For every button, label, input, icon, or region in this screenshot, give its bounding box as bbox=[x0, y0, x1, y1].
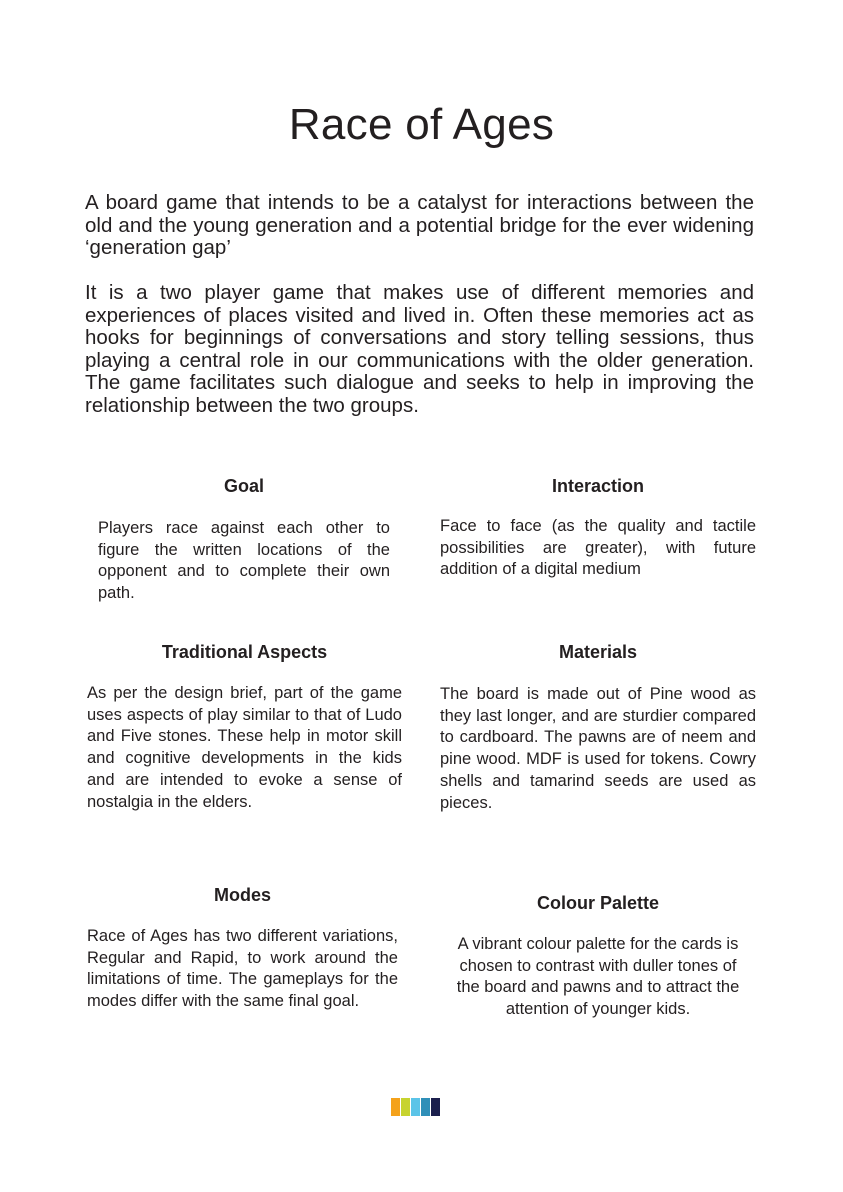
colour-swatch bbox=[391, 1098, 400, 1116]
traditional-aspects-heading: Traditional Aspects bbox=[161, 642, 328, 662]
colour-swatch bbox=[401, 1098, 410, 1116]
colour-palette-text: A vibrant colour palette for the cards is chosen to contrast with duller tones of the board and pawns and to attract the attention of younger kids. bbox=[456, 935, 740, 1019]
interaction-heading: Interaction bbox=[551, 476, 644, 496]
colour-swatch bbox=[411, 1098, 420, 1116]
goal-text: Players race against each other to figure the written locations of the opponent and to complete their own path. bbox=[98, 519, 390, 603]
materials-text: The board is made out of Pine wood as they last longer, and are sturdier compared to cardboard. The pawns are of neem and pine wood. MDF is used for tokens. Cowry shells and tamarind seeds are used as pieces. bbox=[440, 685, 756, 812]
modes-text: Race of Ages has two different variations, Regular and Rapid, to work around the limitations of time. The gameplays for the modes differ with the same final goal. bbox=[87, 927, 398, 1011]
traditional-aspects-text: As per the design brief, part of the game uses aspects of play similar to that of Ludo and Five stones. These help in motor skill and cognitive developments in the kids and are intended to evoke a sense of nostalgia in the elders. bbox=[87, 684, 402, 811]
interaction-text: Face to face (as the quality and tactile possibilities are greater), with future addition of a digital medium bbox=[440, 517, 756, 579]
page-title: Race of Ages bbox=[288, 100, 555, 149]
intro-paragraph-2: It is a two player game that makes use of different memories and experiences of places visited and lived in. Often these memories act as hooks for beginnings of conversations and story telling sessions, thus playing a central role in our communications with the older generation. The game facilitates such dialogue and seeks to help in improving the relationship between the two groups. bbox=[85, 281, 754, 417]
colour-swatch-strip bbox=[391, 1098, 441, 1116]
colour-swatch bbox=[431, 1098, 440, 1116]
colour-palette-heading: Colour Palette bbox=[536, 893, 660, 913]
colour-swatch bbox=[421, 1098, 430, 1116]
goal-heading: Goal bbox=[223, 476, 264, 496]
modes-heading: Modes bbox=[213, 885, 271, 905]
intro-paragraph-1: A board game that intends to be a catalyst for interactions between the old and the young generation and a potential bridge for the ever widening ‘generation gap’ bbox=[85, 191, 754, 260]
materials-heading: Materials bbox=[558, 642, 638, 662]
